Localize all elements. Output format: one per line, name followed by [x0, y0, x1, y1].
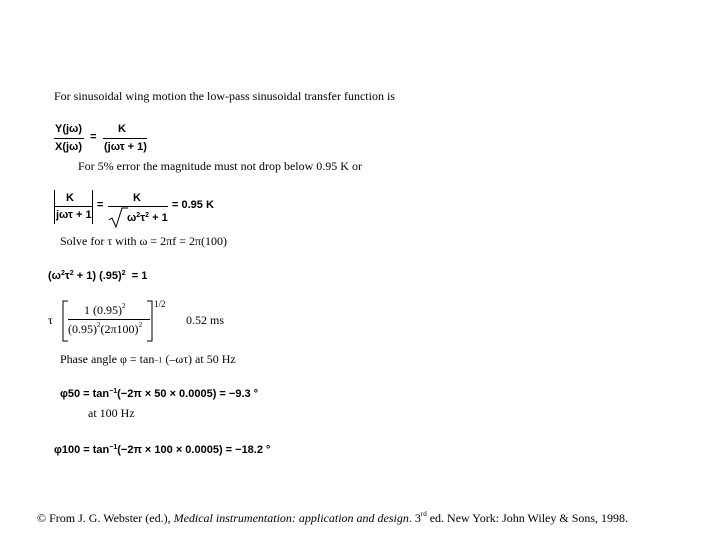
eq4-num-text: 1 (0.95): [84, 303, 122, 317]
eq4-num-exp: 2: [122, 302, 126, 310]
eq2-rhs: = 0.95 K: [172, 199, 214, 211]
eq2-rad-omega: ω: [127, 212, 137, 224]
eq4-den-exp1: 2: [97, 321, 101, 329]
phi50-lhs: φ50 = tan: [60, 388, 110, 400]
eq4-lhs: τ: [48, 313, 53, 327]
phi100-rhs: (−2π × 100 × 0.0005) = −18.2 °: [117, 444, 271, 456]
eq2-radicand: [127, 212, 168, 224]
eq2-fraction-bar-left: [55, 206, 92, 207]
eq4-den1: (0.95): [68, 322, 97, 336]
eq3-exp1: 2: [60, 270, 65, 277]
eq2-denominator-left: jωτ + 1: [56, 209, 92, 221]
eq3-expression: [48, 270, 147, 282]
eq4-rhs: 0.52 ms: [186, 313, 225, 327]
eq3-left: (ω: [48, 270, 61, 282]
footer-prefix: © From J. G. Webster (ed.),: [37, 511, 174, 525]
eq2-rad-exp2: 2: [145, 212, 150, 219]
solve-text: Solve for τ with ω = 2πf = 2π(100): [60, 234, 228, 248]
eq4-numerator: [84, 303, 126, 318]
eq1-equals: =: [90, 131, 97, 143]
radical-sign-icon: [108, 206, 128, 228]
phi50-sup: −1: [109, 388, 118, 395]
abs-bar-left: [54, 190, 55, 224]
phi100-sup: −1: [109, 444, 118, 451]
eq2-rad-tau: τ: [140, 212, 146, 224]
footer-suffix: ed. New York: John Wiley & Sons, 1998.: [426, 511, 629, 525]
eq1-numerator-left: Y(jω): [55, 123, 83, 135]
eq3-exp2: 2: [69, 270, 74, 277]
phi100-lhs: φ100 = tan: [54, 444, 110, 456]
eq3-tau: τ: [64, 270, 70, 282]
phi100-equation: [54, 444, 270, 456]
eq1-numerator-right: K: [118, 123, 126, 135]
eq3-rest: + 1) (.95): [76, 270, 122, 282]
eq1-fraction-bar-right: [103, 138, 147, 139]
eq3-exp3: 2: [121, 270, 126, 277]
at-100-text: at 100 Hz: [88, 406, 135, 420]
phi50-rhs: (−2π × 50 × 0.0005) = −9.3 °: [117, 388, 259, 400]
eq3-rhs: = 1: [131, 270, 148, 282]
eq2-rad-plus: + 1: [152, 212, 168, 224]
footer-edition: . 3: [408, 511, 421, 525]
phase-text-main: Phase angle φ = tan: [60, 352, 155, 366]
eq2-rad-exp1: 2: [136, 212, 141, 219]
eq4-den2: (2π100): [100, 322, 139, 336]
intro-text: For sinusoidal wing motion the low-pass sinusoidal transfer function is: [54, 89, 395, 103]
eq4-denominator: [68, 322, 142, 337]
eq4-den-exp2: 2: [138, 321, 143, 329]
eq1-denominator-right: (jωτ + 1): [104, 141, 147, 153]
footer-citation: [37, 511, 628, 526]
phase-text: [60, 352, 236, 367]
phase-text-rest: (–ωτ) at 50 Hz: [165, 352, 236, 366]
eq4-fraction-bar: [68, 319, 150, 320]
eq1-fraction-bar-left: [54, 138, 84, 139]
eq2-numerator-right: K: [133, 192, 141, 204]
phase-text-sup: –1: [154, 355, 163, 365]
eq1-denominator-left: X(jω): [55, 141, 83, 153]
footer-ordinal: rd: [420, 510, 427, 518]
eq2-numerator-left: K: [66, 192, 74, 204]
footer-book-title: Medical instrumentation: application and design: [173, 511, 409, 525]
phi50-equation: [60, 388, 258, 400]
eq2-equals: =: [97, 199, 104, 211]
eq4-outer-exponent: 1/2: [154, 299, 166, 309]
abs-bar-right: [92, 190, 93, 224]
error-text: For 5% error the magnitude must not drop below 0.95 K or: [78, 159, 362, 173]
